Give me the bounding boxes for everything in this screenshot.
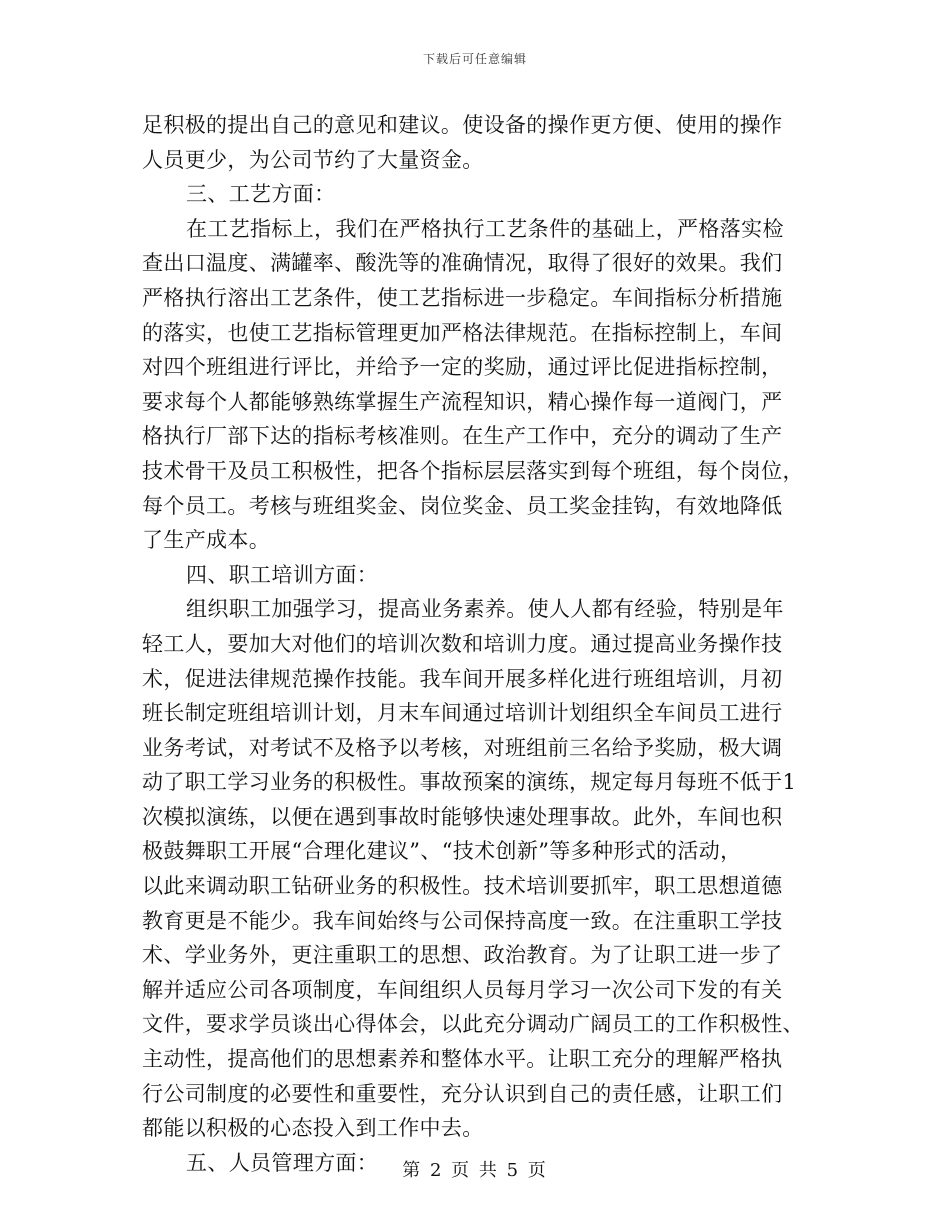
- text-line: 的落实，也使工艺指标管理更加严格法律规范。在指标控制上，车间: [142, 320, 783, 345]
- paragraph-start-line: 五、人员管理方面：: [186, 1150, 379, 1175]
- text-line: 次模拟演练，以便在遇到事故时能够快速处理事故。此外，车间也积: [142, 804, 783, 829]
- text-line: 文件，要求学员谈出心得体会，以此充分调动广阔员工的工作积极性、: [142, 1012, 804, 1037]
- text-line: 格执行厂部下达的指标考核准则。在生产工作中，充分的调动了生产: [142, 424, 783, 449]
- text-line: 班长制定班组培训计划，月末车间通过培训计划组织全车间员工进行: [142, 701, 783, 726]
- page-number-footer: 第 2 页 共 5 页: [402, 1160, 548, 1181]
- text-line: 解并适应公司各项制度，车间组织人员每月学习一次公司下发的有关: [142, 977, 783, 1002]
- text-line: 动了职工学习业务的积极性。事故预案的演练，规定每月每班不低于1: [142, 770, 797, 795]
- text-line: 都能以积极的心态投入到工作中去。: [142, 1116, 484, 1141]
- paragraph-start-line: 组织职工加强学习，提高业务素养。使人人都有经验，特别是年: [186, 597, 784, 622]
- page-header: 下载后可任意编辑: [422, 52, 527, 66]
- text-line: 教育更是不能少。我车间始终与公司保持高度一致。在注重职工学技: [142, 908, 783, 933]
- text-line: 每个员工。考核与班组奖金、岗位奖金、员工奖金挂钩，有效地降低: [142, 493, 783, 518]
- text-line: 要求每个人都能够熟练掌握生产流程知识，精心操作每一道阀门，严: [142, 389, 783, 414]
- paragraph-start-line: 四、职工培训方面：: [186, 562, 379, 587]
- text-line: 以此来调动职工钻研业务的积极性。技术培训要抓牢，职工思想道德: [142, 874, 783, 899]
- text-line: 严格执行溶出工艺条件，使工艺指标进一步稳定。车间指标分析措施: [142, 285, 783, 310]
- text-line: 技术骨干及员工积极性，把各个指标层层落实到每个班组，每个岗位，: [142, 458, 804, 483]
- text-line: 术，促进法律规范操作技能。我车间开展多样化进行班组培训，月初: [142, 666, 783, 691]
- text-line: 术、学业务外，更注重职工的思想、政治教育。为了让职工进一步了: [142, 943, 783, 968]
- text-line: 足积极的提出自己的意见和建议。使设备的操作更方便、使用的操作: [142, 113, 783, 137]
- paragraph-start-line: 在工艺指标上，我们在严格执行工艺条件的基础上，严格落实检: [186, 216, 784, 241]
- text-line: 业务考试，对考试不及格予以考核，对班组前三名给予奖励，极大调: [142, 735, 783, 760]
- text-line: 行公司制度的必要性和重要性，充分认识到自己的责任感，让职工们: [142, 1081, 783, 1106]
- text-line: 对四个班组进行评比，并给予一定的奖励，通过评比促进指标控制，: [142, 355, 783, 380]
- paragraph-start-line: 三、工艺方面：: [186, 182, 336, 207]
- text-line: 主动性，提高他们的思想素养和整体水平。让职工充分的理解严格执: [142, 1047, 783, 1072]
- text-line: 了生产成本。: [142, 528, 271, 553]
- document-body: [142, 108, 808, 1180]
- text-line: 轻工人，要加大对他们的培训次数和培训力度。通过提高业务操作技: [142, 631, 783, 656]
- text-line: 人员更少，为公司节约了大量资金。: [142, 147, 484, 172]
- text-line: 查出口温度、满罐率、酸洗等的准确情况，取得了很好的效果。我们: [142, 251, 783, 276]
- text-line: 极鼓舞职工开展“合理化建议”、“技术创新”等多种形式的活动，: [142, 839, 742, 864]
